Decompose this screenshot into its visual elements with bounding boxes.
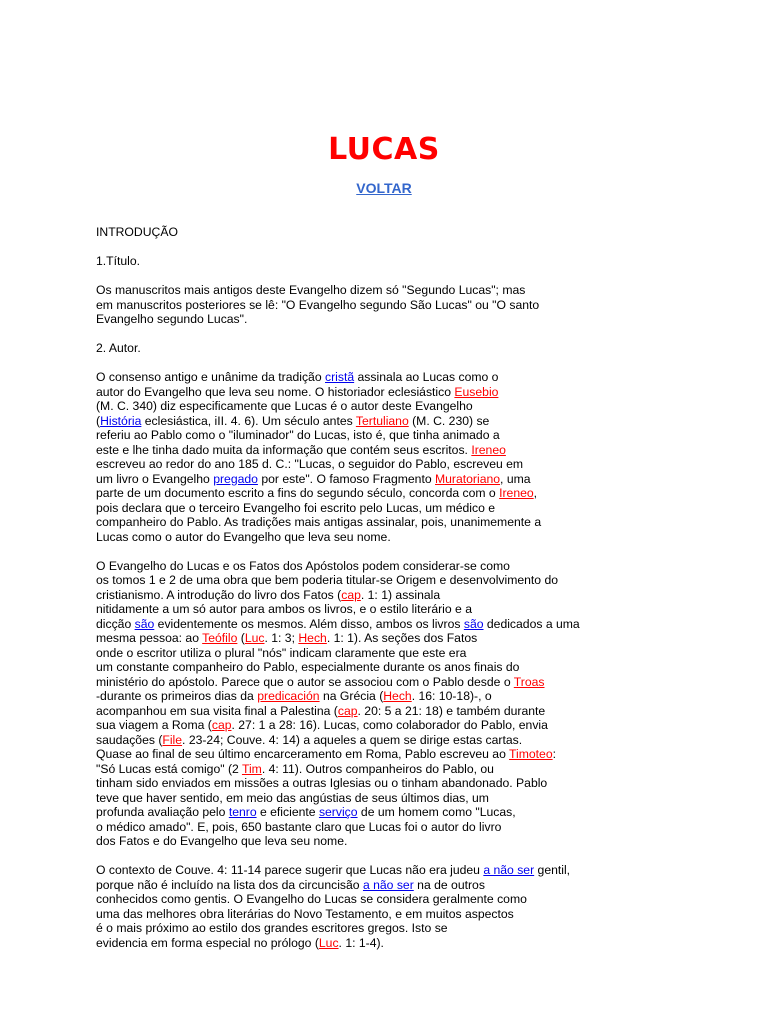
text-line: [96, 660, 756, 675]
text-run: :: [552, 747, 556, 761]
text-link[interactable]: Luc: [318, 935, 339, 950]
text-run: . 1: 1-4).: [338, 935, 384, 950]
text-run: . 23-24; Couve. 4: 14) a aqueles a quem se dirige estas cartas.: [182, 732, 523, 747]
text-line: [96, 892, 756, 907]
text-run: (M. C. 230) se: [408, 413, 490, 428]
text-run: "Só Lucas está comigo" (2: [96, 761, 242, 776]
text-line: [96, 312, 756, 327]
back-link-wrapper: [0, 180, 768, 196]
paragraph: [96, 863, 756, 950]
text-link[interactable]: cristã: [325, 370, 355, 384]
text-run: porque não é incluído na lista dos da circuncisão: [96, 877, 363, 892]
text-run: teve que haver sentido, em meio das angústias de seus últimos dias, um: [96, 790, 489, 805]
paragraph-gap: [96, 269, 756, 284]
text-run: saudações (: [96, 732, 163, 747]
text-link[interactable]: a não ser: [483, 863, 535, 877]
text-line: [96, 747, 756, 762]
text-line: [96, 283, 756, 298]
text-line: [96, 733, 756, 748]
text-line: [96, 921, 756, 936]
text-run: eclesiástica, iII. 4. 6). Um século antes: [141, 413, 356, 428]
back-link[interactable]: VOLTAR: [356, 180, 412, 196]
text-run: Evangelho segundo Lucas".: [96, 312, 248, 326]
text-line: [96, 834, 756, 849]
paragraph: [96, 370, 756, 544]
text-line: [96, 573, 756, 588]
text-line: [96, 486, 756, 501]
text-run: sua viagem a Roma (: [96, 718, 212, 732]
text-run: escreveu ao redor do ano 185 d. C.: "Lucas, o seguidor do Pablo, escreveu em: [96, 457, 524, 471]
text-run: (: [96, 413, 101, 428]
text-link[interactable]: Timoteo: [509, 747, 553, 761]
text-link[interactable]: Muratoriano: [435, 471, 501, 486]
paragraph-gap: [96, 544, 756, 559]
text-run: nitidamente a um só autor para ambos os livros, e o estilo literário e a: [96, 602, 472, 616]
text-line: [96, 762, 756, 777]
text-run: onde o escritor utiliza o plural "nós" indicam claramente que este era: [96, 645, 467, 660]
text-run: dos Fatos e do Evangelho que leva seu nome.: [96, 834, 348, 848]
text-run: Os manuscritos mais antigos deste Evangelho dizem só "Segundo Lucas"; mas: [96, 283, 526, 297]
paragraph: [96, 254, 756, 269]
text-line: [96, 414, 756, 429]
paragraph: [96, 225, 756, 240]
text-run: O contexto de Couve. 4: 11-14 parece sugerir que Lucas não era judeu: [96, 863, 484, 877]
document-body: [96, 225, 756, 950]
text-line: [96, 776, 756, 791]
text-link[interactable]: Tim: [241, 761, 262, 776]
text-line: [96, 428, 756, 443]
text-line: [96, 530, 756, 545]
paragraph: [96, 559, 756, 849]
text-link[interactable]: cap: [341, 587, 361, 602]
text-run: O consenso antigo e unânime da tradição: [96, 370, 326, 384]
text-line: [96, 936, 756, 951]
text-run: . 4: 11). Outros companheiros do Pablo, ou: [261, 761, 494, 776]
text-line: [96, 878, 756, 893]
text-run: companheiro do Pablo. As tradições mais antigas assinalar, pois, unanimemente a: [96, 515, 542, 529]
text-run: e eficiente: [256, 805, 319, 819]
text-link[interactable]: cap: [337, 703, 358, 718]
text-line: [96, 791, 756, 806]
text-line: [96, 863, 756, 878]
paragraph-gap: [96, 356, 756, 371]
text-run: parte de um documento escrito a fins do segundo século, concorda com o: [96, 486, 500, 500]
text-line: [96, 631, 756, 646]
text-run: em manuscritos posteriores se lê: "O Evangelho segundo São Lucas" ou "O santo: [96, 297, 540, 312]
text-line: [96, 588, 756, 603]
text-run: , uma: [500, 471, 531, 486]
text-line: [96, 559, 756, 574]
text-run: . 20: 5 a 21: 18) e também durante: [357, 703, 546, 718]
text-run: O Evangelho do Lucas e os Fatos dos Apóstolos podem considerar-se como: [96, 558, 510, 573]
text-run: mesma pessoa: ao: [96, 631, 203, 645]
text-run: é o mais próximo ao estilo dos grandes escritores gregos. Isto se: [96, 921, 448, 935]
paragraph-gap: [96, 849, 756, 864]
text-link[interactable]: Teófilo: [202, 631, 238, 645]
text-link[interactable]: Ireneo: [499, 486, 534, 500]
text-line: [96, 443, 756, 458]
text-run: os tomos 1 e 2 de uma obra que bem poderia titular-se Origem e desenvolvimento do: [96, 573, 559, 587]
text-run: . 1: 1). As seções dos Fatos: [326, 631, 478, 645]
text-link[interactable]: Ireneo: [471, 442, 506, 457]
text-line: [96, 341, 756, 356]
text-line: [96, 805, 756, 820]
text-link[interactable]: Hech: [298, 631, 327, 645]
text-run: profunda avaliação pelo: [96, 805, 229, 819]
text-line: [96, 617, 756, 632]
text-link[interactable]: Eusebio: [454, 384, 499, 399]
text-run: 1.Título.: [96, 254, 141, 268]
text-line: [96, 602, 756, 617]
text-run: evidentemente os mesmos. Além disso, ambos os livros: [154, 616, 464, 631]
text-run: de um homem como "Lucas,: [357, 805, 516, 819]
paragraph-gap: [96, 240, 756, 255]
text-line: [96, 646, 756, 661]
text-run: pois declara que o terceiro Evangelho foi escrito pelo Lucas, um médico e: [96, 500, 496, 515]
text-line: [96, 399, 756, 414]
text-run: um constante companheiro do Pablo, especialmente durante os anos finais do: [96, 660, 520, 674]
text-run: Lucas como o autor do Evangelho que leva seu nome.: [96, 529, 391, 544]
text-run: ministério do apóstolo. Parece que o autor se associou com o Pablo desde o: [96, 674, 514, 689]
text-link[interactable]: são: [134, 616, 155, 631]
text-line: [96, 472, 756, 487]
text-line: [96, 298, 756, 313]
text-run: ,: [533, 486, 538, 500]
page-title: LUCAS: [328, 132, 440, 167]
text-run: conhecidos como gentis. O Evangelho do Lucas se considera geralmente como: [96, 892, 527, 906]
text-link[interactable]: predicación: [257, 689, 320, 703]
text-link[interactable]: serviço: [318, 805, 358, 819]
text-line: [96, 385, 756, 400]
text-run: autor do Evangelho que leva seu nome. O historiador eclesiástico: [96, 384, 455, 399]
text-run: evidencia em forma especial no prólogo (: [96, 935, 319, 950]
text-run: acompanhou em sua visita final a Palestina (: [96, 703, 338, 718]
text-run: INTRODUÇÃO: [96, 225, 178, 239]
text-link[interactable]: Luc: [244, 631, 265, 645]
text-run: dedicados a uma: [483, 616, 580, 631]
text-run: um livro o Evangelho: [96, 471, 214, 486]
text-run: (M. C. 340) diz especificamente que Lucas é o autor deste Evangelho: [96, 399, 473, 413]
paragraph: [96, 341, 756, 356]
text-link[interactable]: tenro: [228, 805, 257, 819]
text-run: uma das melhores obra literárias do Novo Testamento, e em muitos aspectos: [96, 906, 514, 921]
text-line: [96, 907, 756, 922]
text-line: [96, 457, 756, 472]
text-run: dicção: [96, 616, 135, 631]
text-link[interactable]: a não ser: [362, 877, 414, 892]
text-line: [96, 820, 756, 835]
text-run: -durante os primeiros dias da: [96, 689, 258, 703]
text-line: [96, 515, 756, 530]
text-run: . 1: 3;: [264, 631, 299, 645]
text-link[interactable]: são: [463, 616, 484, 631]
paragraph-gap: [96, 327, 756, 342]
text-run: este e lhe tinha dado muita da informação que contém seus escritos.: [96, 442, 472, 457]
paragraph: [96, 283, 756, 327]
text-link[interactable]: História: [100, 413, 142, 428]
text-line: [96, 225, 756, 240]
text-run: 2. Autor.: [96, 341, 141, 355]
text-link[interactable]: pregado: [213, 471, 258, 486]
text-run: assinala ao Lucas como o: [354, 370, 499, 384]
text-run: o médico amado". E, pois, 650 bastante claro que Lucas foi o autor do livro: [96, 819, 502, 834]
text-line: [96, 675, 756, 690]
text-link[interactable]: Tertuliano: [355, 413, 409, 428]
text-run: . 1: 1) assinala: [360, 587, 441, 602]
text-run: gentil,: [534, 863, 571, 877]
text-run: (: [237, 631, 245, 645]
text-line: [96, 370, 756, 385]
text-run: na de outros: [413, 877, 485, 892]
text-line: [96, 718, 756, 733]
text-line: [96, 704, 756, 719]
text-run: cristianismo. A introdução do livro dos Fatos (: [96, 587, 342, 602]
text-run: tinham sido enviados em missões a outras Iglesias ou o tinham abandonado. Pablo: [96, 776, 548, 790]
text-run: . 16: 10-18)-, o: [411, 689, 492, 703]
text-run: referiu ao Pablo como o "iluminador" do Lucas, isto é, que tinha animado a: [96, 428, 500, 442]
text-run: na Grécia (: [319, 689, 384, 703]
text-line: [96, 254, 756, 269]
text-run: Quase ao final de seu último encarceramento em Roma, Pablo escreveu ao: [96, 747, 510, 761]
text-link[interactable]: Troas: [513, 674, 545, 689]
text-run: por este". O famoso Fragmento: [257, 471, 435, 486]
text-link[interactable]: File: [162, 732, 183, 747]
text-line: [96, 689, 756, 704]
text-link[interactable]: Hech: [383, 689, 412, 703]
text-run: . 27: 1 a 28: 16). Lucas, como colaborador do Pablo, envia: [231, 718, 548, 732]
text-link[interactable]: cap: [211, 718, 232, 732]
text-line: [96, 501, 756, 516]
